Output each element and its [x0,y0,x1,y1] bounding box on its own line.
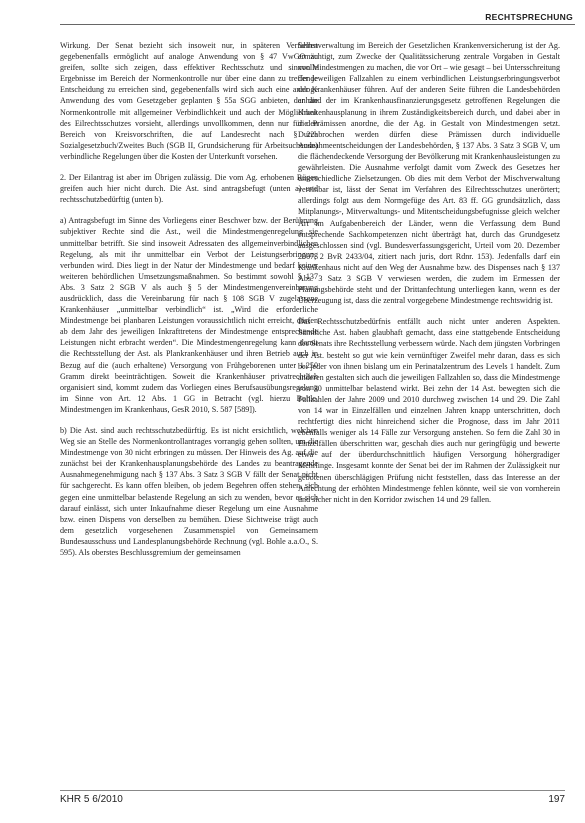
paragraph: Das Rechtsschutzbedürfnis entfällt auch nicht unter anderen Aspekten. Sämtliche Ast. haben glaubhaft gemacht, dass eine stattgebende Entscheidung des Senats ihre Rechtsstellung verbessern würde. Nach dem jüngsten Vorbringen der Ast. besteht so gut wie kein vernünftiger Zweifel mehr daran, dass es sich bei jeder von ihnen bislang um ein Perinatalzentrum des Levels 1 handelt. Zum anderen gestalten sich auch die jeweiligen Fallzahlen so, dass die Mindestmenge von 30 unmittelbar belastend wirkt. Bei zehn der 14 Ast. bewegten sich die Fallzahlen der Jahre 2009 und 2010 durchweg zwischen 14 und 29. Die Zahl von 14 war in Einzelfällen und einzelnen Jahren knapp unterschritten, doch rechtfertigt dies nicht hinreichend sicher die Prognose, dass im Jahr 2011 ebenfalls weniger als 14 Fälle zur Versorgung anstehen. So fern die Zahl 30 in Einzelfällen überschritten war, geschah dies auch nur geringfügig und bewerte etwa auf der überdurchschnittlich häufigen Versorgung höhergradiger Mehrlinge. Insgesamt konnte der Senat bei der im Rahmen der Zulässigkeit nur gebotenen überschlägigen Prüfung nicht feststellen, dass das Interesse an der Anfechtung der erhöhten Mindestmenge fehlen könnte, weil sie von vornherein und sicher nicht in den Korridor zwischen 14 und 29 fallen. [298,317,560,504]
paragraph: 2. Der Eilantrag ist aber im Übrigen zulässig. Die vom Ag. erhobenen Rügen greifen auch hier nicht durch. Die Ast. sind antragsbefugt (unten a) und rechtsschutzbedürftig (unten b). [60,173,318,205]
paragraph: Wirkung. Der Senat bezieht sich insoweit nur, in späteren Verfahren gegebenenfalls ermöglicht auf analoge Anwendung von § 47 VwGO zu greifen, sollte sich zeigen, dass effektiver Rechtsschutz und sinnvolle Ergebnisse im Bereich der Normenkontrolle nur über eine dann zu treffende Entscheidung zu erreichen sind, gegebenenfalls wird sich auch eine analoge Anwendung des vom Gesetzgeber geplanten § 55a SGG anbieten, der die Normenkontrolle mit allgemeiner Verbindlichkeit und auch der Möglichkeit des Eilrechtsschutzes vorsieht, allerdings unvollkommen, denn nur für den Bereich von Kreisvorschriften, die auf Landesrecht nach § 22a Sozialgesetzbuch/Zweites Buch (SGB II, Grundsicherung für Arbeitsuchende) verbindliche Regelungen über die Kosten der Unterkunft vorsehen. [60,41,318,161]
page-number: 197 [548,794,565,805]
section-heading: RECHTSPRECHUNG [485,12,573,22]
paragraph: a) Antragsbefugt im Sinne des Vorliegens einer Beschwer bzw. der Berührung subjektiver Rechte sind die Ast., weil die Mindestmengenregelung sie unmittelbar betrifft. Sie sind insoweit Adressaten des allgemeinverbindlichen Regelung, als mit ihr unmittelbar ein Verbot der Leistungserbringung verbunden wird. Dies liegt in der Natur der Mindestmenge und bedarf keiner weiteren behördlichen Umsetzungsmaßnahmen. So bestimmt sowohl § 137 Abs. 3 Satz 2 SGB V als auch § 5 der Mindestmengenvereinbarung ausdrücklich, dass die Vereinbarung für nach § 108 SGB V zugelassene Krankenhäuser „unmittelbar verbindlich“ ist. „Wird die erforderliche Mindestmenge bei planbaren Leistungen voraussichtlich nicht erreicht, dürfen ab dem Jahr des jeweiligen Inkrafttretens der Mindestmenge entsprechende Leistungen nicht erbracht werden“. Die Mindestmengenregelung kann damit die Rechtsstellung der Ast. als Plankrankenhäuser und ihren Betrieb auch in Bezug auf die (auch erhaltene) Versorgung von Frühgeborenen unter 1.250 Gramm direkt beeinträchtigen. Soweit die Krankenhäuser privatrechtlich organisiert sind, kommt zudem das Vorliegen eines Berufsausübungsregelung im Sinne von Art. 12 Abs. 1 GG in Betracht (vgl. hierzu Bohle, Mindestmengen im Krankenhaus, GesR 2010, S. 587 [589]). [60,216,318,414]
right-column [298,40,560,515]
footer-rule [60,790,565,791]
paragraph: Selbstverwaltung im Bereich der Gesetzlichen Krankenversicherung ist der Ag. ermächtigt, zum Zwecke der Qualitätssicherung zentrale Vorgaben in Gestalt von Mindestmengen zu machen, die vor Ort – wie gesagt – bei Untersschreitung der jeweiligen Fallzahlen zu einem verbindlichen Leistungserbringungsverbot der Krankenhäuser führen. Auf der anderen Seite führen die Landesbehörden anhand der im Krankenhausfinanzierungsgesetz getroffenen Regelungen die Krankenhausplanung in ihrem Zuständigkeitsbereich durch, und dabei aber in die Prämissen anordne, die der Ag. in Gestalt von Mindestmengen setzt. Durchbrochen werden dürfen diese Prämissen durch individuelle Ausnahmeentscheidungen der Landesbehörden, § 137 Abs. 3 Satz 3 SGB V, um die flächendeckende Versorgung der Bevölkerung mit Krankenhausleistungen zu gewährleisten. Die Ausnahme verfolgt damit vom Zweck des Gesetzes her unterschiedliche Zielsetzungen. Ob dies mit dem Verbot der Mischverwaltung vereinbar ist, lässt der Senat im Verfahren des Eilrechtsschutzes unerörtert; allerdings folgt aus dem Normgefüge des Art. 83 ff. GG grundsätzlich, dass Mitplanungs-, Mitverwaltungs- und Mitentscheidungsbefugnisse gleich welcher Art im Aufgabenbereich der Länder, wenn die Verfassung dem Bund entsprechende Sachkompetenzen nicht überträgt hat, durch das Grundgesetz ausgeschlossen sind (vgl. Bundesverfassungsgericht, Urteil vom 20. Dezember 2007, 2 BvR 2433/04, zitiert nach juris, dort Rdnr. 153). Jedenfalls darf ein Krankenhaus nicht auf den Weg der Ausnahme bzw. des Dispenses nach § 137 Abs. 3 Satz 3 SGB V verwiesen werden, die zudem im Ermessen der Planungsbehörde steht und der Drittanfechtung unterliegen kann, wenn es der Überzeugung ist, dass die zentral vorgegebene Mindestmenge rechtswidrig ist. [298,41,560,306]
paragraph: b) Die Ast. sind auch rechtsschutzbedürftig. Es ist nicht ersichtlich, welchen Weg sie an Stelle des Normenkontrollantrages vorrangig gehen sollten, um die Mindestmenge von 30 nicht erbringen zu müssen. Der Hinweis des Ag. auf die zunächst bei der Krankenhausplanungsbehörde des Landes zu beantragende Ausnahmegenehmigung nach § 137 Abs. 3 Satz 3 SGB V fällt der Senat nicht für sachgerecht. Es kann offen bleiben, ob jedem Begehren offen stehen, sich gegen eine unmittelbar belastende Regelung an sich zu wenden, bevor es sich darauf einlässt, sich unter Inkaufnahme dieser Regelung um eine Ausnahme bzw. einen Dispens von derselben zu bemühen. Diese Sichtweise trägt auch dem gesetzlich vorgesehenen Zusammenspiel von Gemeinsamem Bundesausschuss und Landesplanungsbehörde Rechnung (vgl. Bohle a.a.O., S. 595). Als oberstes Beschlussgremium der gemeinsamen [60,426,318,558]
header-rule [60,24,575,25]
page-footer [60,794,565,810]
left-column [60,40,318,568]
journal-citation: KHR 5 6/2010 [60,794,123,805]
